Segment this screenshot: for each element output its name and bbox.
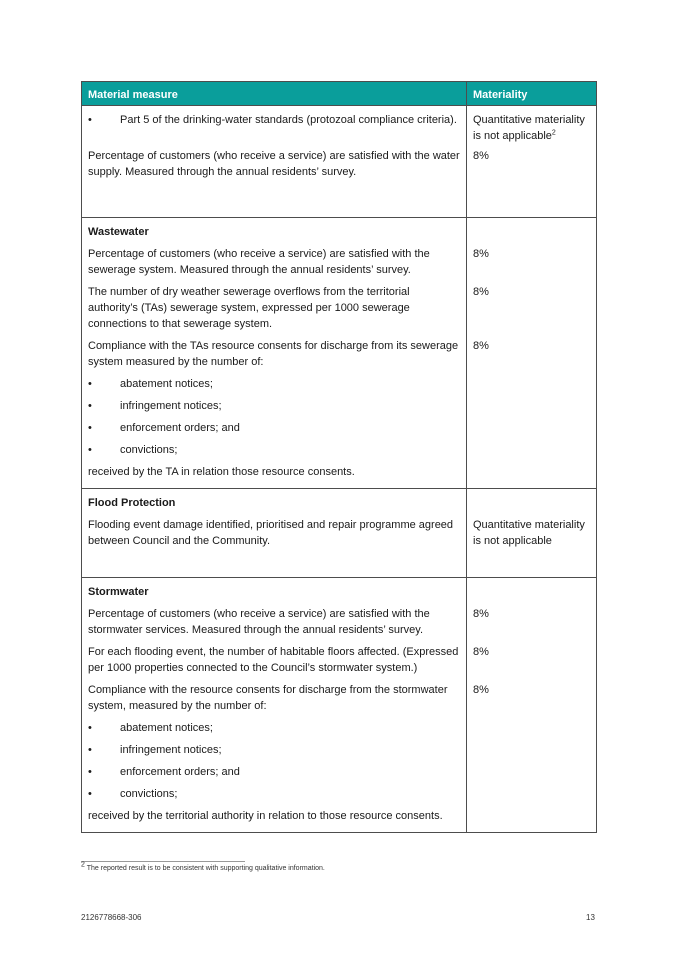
- footnote-text: The reported result is to be consistent with supporting qualitative information.: [86, 865, 325, 872]
- materiality-value: Quantitative materiality is not applicable: [473, 519, 585, 547]
- drinking-water-materiality: [467, 106, 597, 218]
- footnote-number: 2: [81, 861, 85, 869]
- bullet-item: • Part 5 of the drinking-water standards (protozoal compliance criteria).: [88, 114, 457, 126]
- bullet-item: • infringement notices;: [88, 400, 222, 412]
- materiality-value: 8%: [473, 248, 489, 260]
- bullet-item: • convictions;: [88, 444, 178, 456]
- materiality-value: 8%: [473, 286, 489, 298]
- wastewater-row: [82, 218, 597, 489]
- drinking-water-row: [82, 106, 597, 218]
- bullet-icon: •: [88, 766, 92, 778]
- footnote-ref: 2: [551, 129, 556, 137]
- bullet-icon: •: [88, 788, 92, 800]
- materiality-value: Quantitative materiality is not applicable$^2$: [473, 114, 585, 142]
- wastewater-compliance-tail: received by the TA in relation those resource consents.: [88, 466, 355, 478]
- bullet-icon: •: [88, 114, 92, 126]
- table-header-row: [82, 82, 597, 106]
- bullet-item: • infringement notices;: [88, 744, 222, 756]
- bullet-icon: •: [88, 444, 92, 456]
- footnote-divider: [81, 861, 245, 862]
- stormwater-compliance-text: Compliance with the resource consents for discharge from the stormwater system, measured by the number of:: [88, 684, 448, 712]
- wastewater-measures: [82, 218, 467, 489]
- flood-protection-row: [82, 489, 597, 578]
- page-number: 13: [586, 913, 595, 922]
- bullet-icon: •: [88, 744, 92, 756]
- material-measures-table: [81, 81, 597, 833]
- wastewater-materiality: [467, 218, 597, 489]
- stormwater-satisfaction-text: Percentage of customers (who receive a service) are satisfied with the stormwater services. Measured through the annual residents’ survey.: [88, 608, 430, 636]
- stormwater-materiality: [467, 578, 597, 833]
- stormwater-floors-text: For each flooding event, the number of habitable floors affected. (Expressed per 1000 properties connected to the Council’s stormwater system.): [88, 646, 459, 674]
- bullet-item: • abatement notices;: [88, 722, 213, 734]
- wastewater-satisfaction-text: Percentage of customers (who receive a service) are satisfied with the sewerage system. Measured through the annual residents’ survey.: [88, 248, 430, 276]
- bullet-icon: •: [88, 378, 92, 390]
- wastewater-overflows-text: The number of dry weather sewerage overflows from the territorial authority’s (TAs) sewerage system, expressed per 1000 sewerage connections to that sewerage system.: [88, 286, 410, 330]
- bullet-icon: •: [88, 400, 92, 412]
- stormwater-heading: Stormwater: [88, 586, 149, 598]
- materiality-value: 8%: [473, 608, 489, 620]
- flood-protection-text: Flooding event damage identified, prioritised and repair programme agreed between Council and the Community.: [88, 519, 454, 547]
- bullet-item: • convictions;: [88, 788, 178, 800]
- materiality-value: 8%: [473, 340, 489, 352]
- wastewater-heading: Wastewater: [88, 226, 149, 238]
- bullet-icon: •: [88, 722, 92, 734]
- bullet-item: • abatement notices;: [88, 378, 213, 390]
- bullet-item: • enforcement orders; and: [88, 766, 240, 778]
- header-materiality: Materiality: [467, 82, 597, 106]
- flood-protection-materiality: [467, 489, 597, 578]
- document-number: 2126778668-306: [81, 913, 142, 922]
- bullet-item: • enforcement orders; and: [88, 422, 240, 434]
- drinking-satisfaction-text: Percentage of customers (who receive a service) are satisfied with the water supply. Measured through the annual residents’ survey.: [88, 150, 460, 178]
- materiality-value: 8%: [473, 684, 489, 696]
- wastewater-compliance-text: Compliance with the TAs resource consents for discharge from its sewerage system measured by the number of:: [88, 340, 459, 368]
- header-material-measure: Material measure: [82, 82, 467, 106]
- footnote: [81, 861, 325, 872]
- stormwater-row: [82, 578, 597, 833]
- materiality-value: 8%: [473, 150, 489, 162]
- materiality-value: 8%: [473, 646, 489, 658]
- flood-protection-measures: [82, 489, 467, 578]
- stormwater-measures: [82, 578, 467, 833]
- stormwater-compliance-tail: received by the territorial authority in relation to those resource consents.: [88, 810, 443, 822]
- bullet-icon: •: [88, 422, 92, 434]
- drinking-water-measures: [82, 106, 467, 218]
- flood-protection-heading: Flood Protection: [88, 497, 176, 509]
